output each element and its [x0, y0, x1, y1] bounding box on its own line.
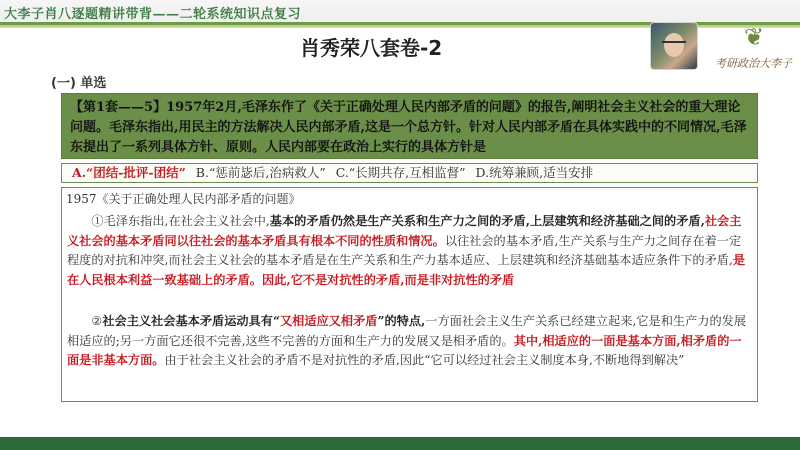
- avatar-glasses: [662, 41, 686, 48]
- tree-emblem-icon: ❦: [743, 23, 765, 51]
- footer-bar: [0, 437, 800, 450]
- explanation-paragraph-2: [67, 312, 750, 371]
- explanation-heading: 1957《关于正确处理人民内部矛盾的问题》: [66, 192, 301, 206]
- option-a: A.“团结-批评-团结”: [72, 165, 186, 180]
- text-run: ①毛泽东指出,在社会主义社会中,: [91, 214, 270, 228]
- section-label: (一) 单选: [51, 76, 107, 91]
- text-run-bold: 社会主义社会基本矛盾运动具有“: [102, 314, 280, 328]
- text-run-red: 社会主义社会的基本矛盾同以往社会的基本矛盾具有根本不同的性质和情况。: [67, 214, 742, 248]
- text-run: 由于社会主义社会的矛盾不是对抗性的矛盾,因此“它可以经过社会主义制度本身,不断地得到解决”: [164, 353, 685, 367]
- explanation-box: [61, 187, 758, 402]
- avatar: [650, 22, 698, 70]
- option-b: B.“惩前毖后,治病救人”: [195, 165, 326, 180]
- option-c: C.“长期共存,互相监督”: [335, 165, 466, 180]
- text-run-bold: ”的特点,: [377, 314, 426, 328]
- logo-text: 考研政治大李子: [715, 57, 792, 70]
- text-run: ②: [91, 314, 103, 328]
- series-title: 大李子肖八逐题精讲带背——二轮系统知识点复习: [4, 7, 302, 22]
- text-run-red: 是在人民根本利益一致基础上的矛盾。因此,它不是对抗性的矛盾,而是非对抗性的矛盾: [67, 253, 746, 287]
- page-title: 肖秀荣八套卷-2: [300, 36, 443, 60]
- explanation-paragraph-1: [67, 212, 750, 290]
- text-run: 一方面社会主义生产关系已经建立起来,它是和生产力的发展相适应的;另一方面它还很不完善,这些不完善的方面和生产力的发展又是相矛盾的。: [67, 314, 747, 348]
- option-d: D.统筹兼顾,适当安排: [475, 165, 594, 180]
- text-run-red: 其中,相适应的一面是基本方面,相矛盾的一面是非基本方面。: [67, 333, 742, 367]
- text-run-red: 又相适应又相矛盾: [279, 314, 378, 328]
- brand-logo: [715, 22, 795, 74]
- question-box: [61, 93, 758, 159]
- text-run-bold: 基本的矛盾仍然是生产关系和生产力之间的矛盾,上层建筑和经济基础之间的矛盾,: [269, 214, 705, 228]
- text-run: 以往社会的基本矛盾,生产关系与生产力之间存在着一定程度的对抗和冲突,而社会主义社会的基本矛盾是在生产关系和生产力基本适应、上层建筑和经济基础基本适应条件下的矛盾,: [67, 233, 742, 267]
- question-text: 【第1套——5】1957年2月,毛泽东作了《关于正确处理人民内部矛盾的问题》的报告,阐明社会主义社会的重大理论问题。毛泽东指出,用民主的方法解决人民内部矛盾,这是一个总方针。针对人民内部矛盾在具体实践中的不同情况,毛泽东提出了一系列具体方针、原则。人民内部要在政治上实行的具体方针是: [70, 100, 747, 155]
- options-row: [61, 163, 758, 183]
